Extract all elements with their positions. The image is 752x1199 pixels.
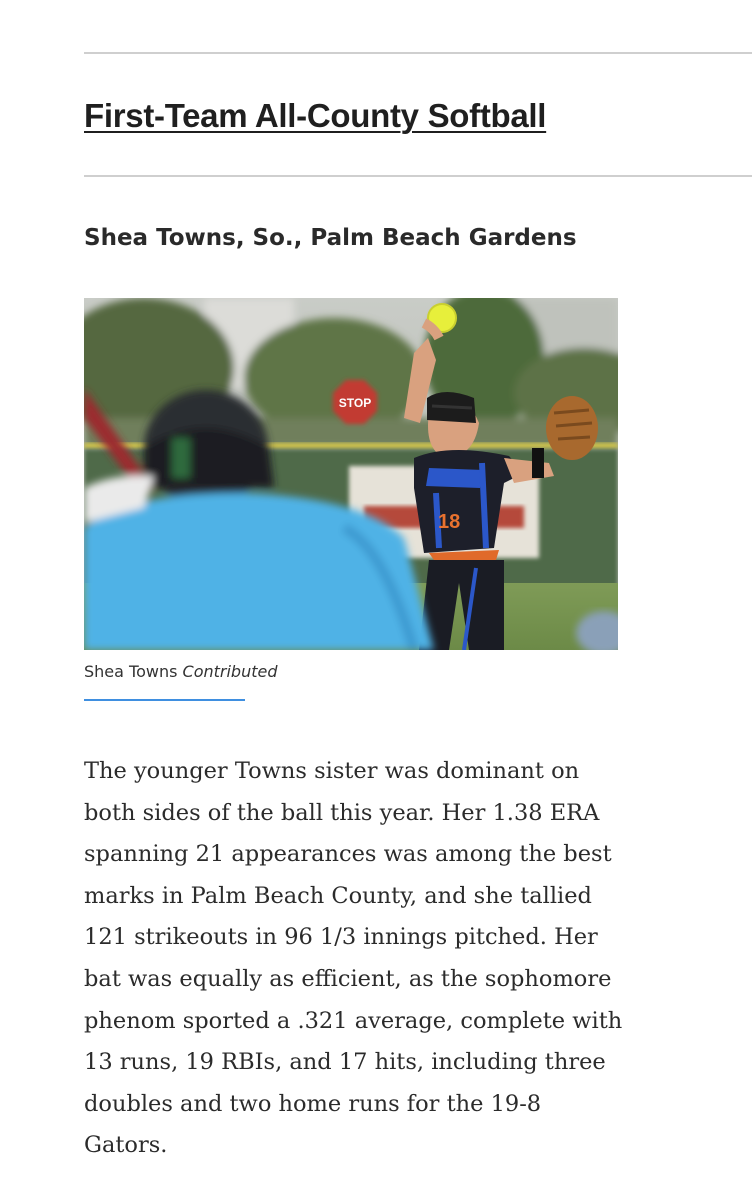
body-line: both sides of the ball this year. Her 1.38 ERA [84,799,600,826]
caption-accent-rule [84,699,245,701]
body-line: bat was equally as efficient, as the sophomore [84,965,612,992]
stop-sign [333,380,377,424]
headline-divider [84,175,752,177]
article-body [84,751,624,1167]
photo-caption [84,661,278,683]
player-heading: Shea Towns, So., Palm Beach Gardens [84,225,577,251]
body-line: 13 runs, 19 RBIs, and 17 hits, including three [84,1049,606,1076]
jersey-number: 18 [438,511,461,533]
body-line: doubles and two home runs for the 19-8 [84,1090,542,1117]
body-line: spanning 21 appearances was among the best [84,841,612,868]
caption-name: Shea Towns [84,662,178,681]
body-line: phenom sported a .321 average, complete with [84,1007,623,1034]
body-line: marks in Palm Beach County, and she tallied [84,882,592,909]
body-line: The younger Towns sister was dominant on [84,758,580,784]
article-headline-link[interactable]: First-Team All-County Softball [84,97,547,134]
caption-credit: Contributed [182,662,278,681]
body-line: 121 strikeouts in 96 1/3 innings pitched. Her [84,924,598,951]
player-photo [84,298,618,650]
top-divider [84,52,752,54]
body-line: Gators. [84,1132,168,1159]
stop-sign-label: STOP [338,396,372,410]
